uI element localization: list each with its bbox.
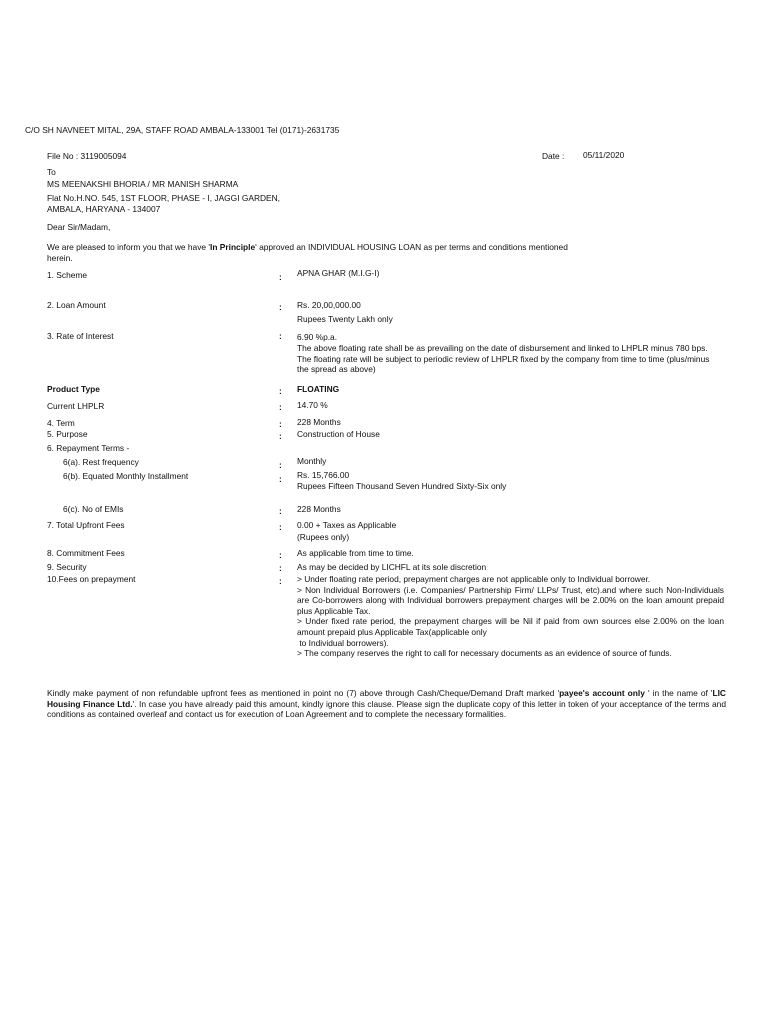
recipient-address-line2: AMBALA, HARYANA - 134007 <box>47 204 161 214</box>
purpose-value: Construction of House <box>297 429 380 439</box>
recipient-to: To <box>47 167 56 177</box>
closing-paragraph: Kindly make payment of non refundable upfront fees as mentioned in point no (7) above through Cash/Cheque/Demand Draft marked 'payee's account only ' in the name of 'LIC Housing Finance Ltd.'. In case you have already paid this amount, kindly ignore this clause. Please sign the duplicate copy of this letter in token of your acceptance of the terms and conditions as contained overleaf and contact us for execution of Loan Agreement and to complete the necessary formalities. <box>47 688 726 720</box>
recipient-name: MS MEENAKSHI BHORIA / MR MANISH SHARMA <box>47 179 239 189</box>
term-colon: : <box>279 419 282 429</box>
upfront-fees-label: 7. Total Upfront Fees <box>47 520 125 530</box>
rest-frequency-value: Monthly <box>297 456 327 466</box>
upfront-fees-words: (Rupees only) <box>297 532 350 542</box>
scheme-label: 1. Scheme <box>47 270 88 280</box>
loan-amount-colon: : <box>279 302 282 312</box>
emi-label: 6(b). Equated Monthly Installment <box>63 471 189 481</box>
security-label: 9. Security <box>47 562 87 572</box>
no-of-emis-colon: : <box>279 506 282 516</box>
rate-colon: : <box>279 331 282 341</box>
header-address: C/O SH NAVNEET MITAL, 29A, STAFF ROAD AMBALA-133001 Tel (0171)-2631735 <box>25 125 340 135</box>
intro-line1: We are pleased to inform you that we have 'In Principle' approved an INDIVIDUAL HOUSING LOAN as per terms and conditions mentioned <box>47 242 568 252</box>
loan-amount-label: 2. Loan Amount <box>47 300 106 310</box>
lhplr-colon: : <box>279 402 282 412</box>
loan-amount-words: Rupees Twenty Lakh only <box>297 314 393 324</box>
term-label: 4. Term <box>47 418 75 428</box>
commitment-fees-label: 8. Commitment Fees <box>47 548 125 558</box>
security-colon: : <box>279 563 282 573</box>
product-type-colon: : <box>279 386 282 396</box>
loan-amount-value: Rs. 20,00,000.00 <box>297 300 361 310</box>
closing-company-name: LIC Housing Finance Ltd. <box>47 688 726 709</box>
scheme-colon: : <box>279 272 282 282</box>
commitment-fees-value: As applicable from time to time. <box>297 548 414 558</box>
commitment-fees-colon: : <box>279 550 282 560</box>
product-type-value: FLOATING <box>297 384 340 394</box>
no-of-emis-label: 6(c). No of EMIs <box>63 504 124 514</box>
rate-value: 6.90 %p.a. <box>297 332 338 342</box>
closing-payee-account: payee's account only <box>559 688 645 698</box>
date-label: Date : <box>542 151 565 161</box>
purpose-label: 5. Purpose <box>47 429 88 439</box>
prepayment-details <box>297 574 724 659</box>
no-of-emis-value: 228 Months <box>297 504 341 514</box>
lhplr-value: 14.70 % <box>297 400 328 410</box>
prepayment-clause-3: > Under fixed rate period, the prepayment charges will be Nil if paid from own sources else 2.00% on the loan amount prepaid plus Applicable Tax(applicable only <box>297 616 724 637</box>
intro-line2: herein. <box>47 253 73 263</box>
repayment-terms-label: 6. Repayment Terms - <box>47 443 130 453</box>
upfront-fees-value: 0.00 + Taxes as Applicable <box>297 520 397 530</box>
purpose-colon: : <box>279 431 282 441</box>
rate-label: 3. Rate of Interest <box>47 331 114 341</box>
rest-frequency-label: 6(a). Rest frequency <box>63 457 139 467</box>
lhplr-label: Current LHPLR <box>47 401 105 411</box>
security-value: As may be decided by LICHFL at its sole discretion <box>297 562 487 572</box>
emi-colon: : <box>279 474 282 484</box>
file-number: File No : 3119005094 <box>47 151 127 161</box>
intro-in-principle: In Principle <box>210 242 256 252</box>
rate-note: The above floating rate shall be as prevailing on the date of disbursement and linked to LHPLR minus 780 bps. The floating rate will be subject to periodic review of LHPLR fixed by the company from time to time (plus/minus the spread as above) <box>297 343 710 375</box>
prepayment-clause-4: > The company reserves the right to call for necessary documents as an evidence of source of funds. <box>297 648 672 659</box>
emi-value: Rs. 15,766.00 <box>297 470 350 480</box>
product-type-label: Product Type <box>47 384 100 394</box>
date-value: 05/11/2020 <box>583 150 625 160</box>
prepayment-clause-3-cont: to Individual borrowers). <box>297 637 389 648</box>
prepayment-clause-2: > Non Individual Borrowers (i.e. Companies/ Partnership Firm/ LLPs/ Trust, etc).and where such Non-Individuals are Co-borrowers along with Individual borrowers prepayment charges will be 2.00% on the loan amount prepaid plus Applicable Tax. <box>297 584 724 616</box>
rest-frequency-colon: : <box>279 460 282 470</box>
scheme-value: APNA GHAR (M.I.G-I) <box>297 268 380 278</box>
prepayment-label: 10.Fees on prepayment <box>47 574 136 584</box>
term-value: 228 Months <box>297 417 341 427</box>
salutation: Dear Sir/Madam, <box>47 222 111 232</box>
upfront-fees-colon: : <box>279 522 282 532</box>
recipient-address-line1: Flat No.H.NO. 545, 1ST FLOOR, PHASE - I, JAGGI GARDEN, <box>47 193 281 203</box>
emi-words: Rupees Fifteen Thousand Seven Hundred Sixty-Six only <box>297 481 507 491</box>
prepayment-colon: : <box>279 576 282 586</box>
prepayment-clause-1: > Under floating rate period, prepayment charges are not applicable only to Individual borrower. <box>297 574 651 584</box>
